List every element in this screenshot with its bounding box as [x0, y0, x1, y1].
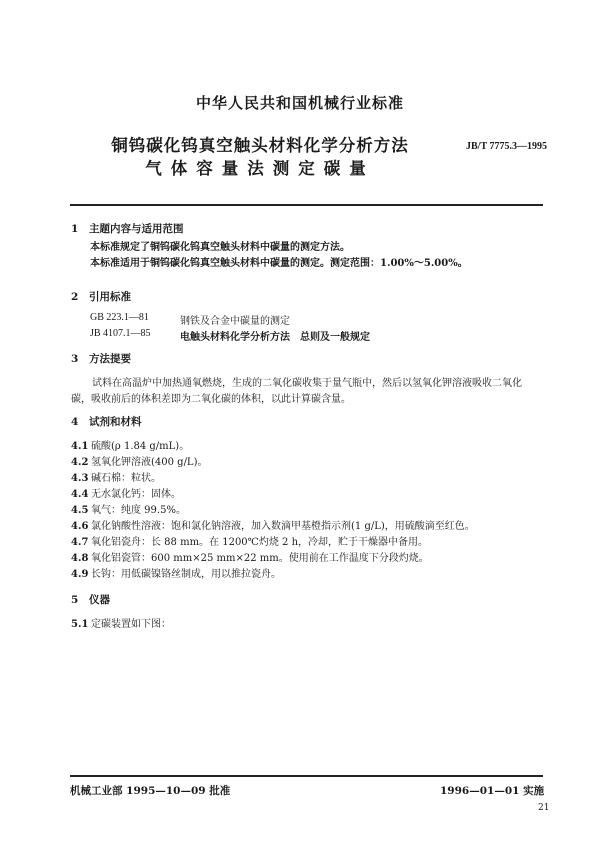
effective-date: 1996—01—01 实施: [440, 785, 545, 797]
list-item: 4.4 无水氯化钙：固体。: [71, 489, 181, 500]
section-4-heading: [71, 414, 142, 429]
list-item: 4.1 硫酸(ρ 1.84 g/mL)。: [71, 441, 190, 452]
section-title: 方法提要: [89, 353, 131, 365]
approval-date: 机械工业部 1995—10—09 批准: [70, 785, 231, 797]
reference-code: JB 4107.1—85: [90, 328, 151, 339]
section-number: 5: [71, 594, 79, 606]
list-item: 4.7 氧化铝瓷舟：长 88 mm。在 1200℃灼烧 2 h，冷却，贮于干燥器中备用。: [71, 537, 429, 548]
section-3-heading: [71, 351, 131, 366]
list-item: 4.8 氧化铝瓷管：600 mm×25 mm×22 mm。使用前在工作温度下分段灼烧。: [71, 553, 429, 564]
list-item: 4.3 碱石棉：粒状。: [71, 473, 161, 484]
section-1-heading: [71, 221, 184, 236]
section-number: 2: [71, 291, 79, 303]
list-item: 4.6 氯化钠酸性溶液：饱和氯化钠溶液，加入数滴甲基橙指示剂(1 g/L)，用硫酸滴至红色。: [71, 521, 475, 532]
page-number: 21: [538, 803, 550, 813]
reference-title: 电触头材料化学分析方法 总则及一般规定: [180, 332, 370, 343]
section-title: 试剂和材料: [89, 416, 142, 428]
list-item: 4.9 长钩：用低碳镍铬丝制成，用以推拉瓷舟。: [71, 569, 281, 580]
section-title: 仪器: [89, 594, 110, 606]
paragraph-line: 本标准适用于铜钨碳化钨真空触头材料中碳量的测定。测定范围：1.00%～5.00%。: [90, 258, 468, 269]
footer-divider: [70, 775, 543, 777]
standard-code: JB/T 7775.3—1995: [466, 141, 547, 152]
header-divider: [70, 204, 543, 206]
section-title: 引用标准: [89, 291, 131, 303]
reference-title: 钢铁及合金中碳量的测定: [180, 316, 290, 327]
section-number: 1: [71, 223, 79, 235]
paragraph-line: 试料在高温炉中加热通氧燃烧，生成的二氧化碳收集于量气瓶中，然后以氢氧化钾溶液吸收二氧化: [92, 378, 522, 389]
list-item: 4.2 氢氧化钾溶液(400 g/L)。: [71, 457, 208, 468]
section-number: 3: [71, 353, 79, 365]
paragraph-line: 本标准规定了铜钨碳化钨真空触头材料中碳量的测定方法。: [90, 242, 350, 253]
section-2-heading: [71, 289, 131, 304]
document-subtitle: 气体容量法测定碳量: [145, 159, 375, 178]
section-5-heading: [71, 592, 110, 607]
document-title: 铜钨碳化钨真空触头材料化学分析方法: [111, 136, 409, 155]
list-item: 4.5 氧气：纯度 99.5%。: [71, 505, 186, 516]
list-item: 5.1 定碳装置如下图：: [71, 619, 171, 630]
issuing-organization: 中华人民共和国机械行业标准: [195, 94, 404, 112]
paragraph-line: 碳，吸收前后的体积差即为二氧化碳的体积，以此计算碳含量。: [71, 394, 351, 405]
section-number: 4: [71, 416, 79, 428]
section-title: 主题内容与适用范围: [89, 223, 184, 235]
reference-code: GB 223.1—81: [90, 312, 149, 323]
